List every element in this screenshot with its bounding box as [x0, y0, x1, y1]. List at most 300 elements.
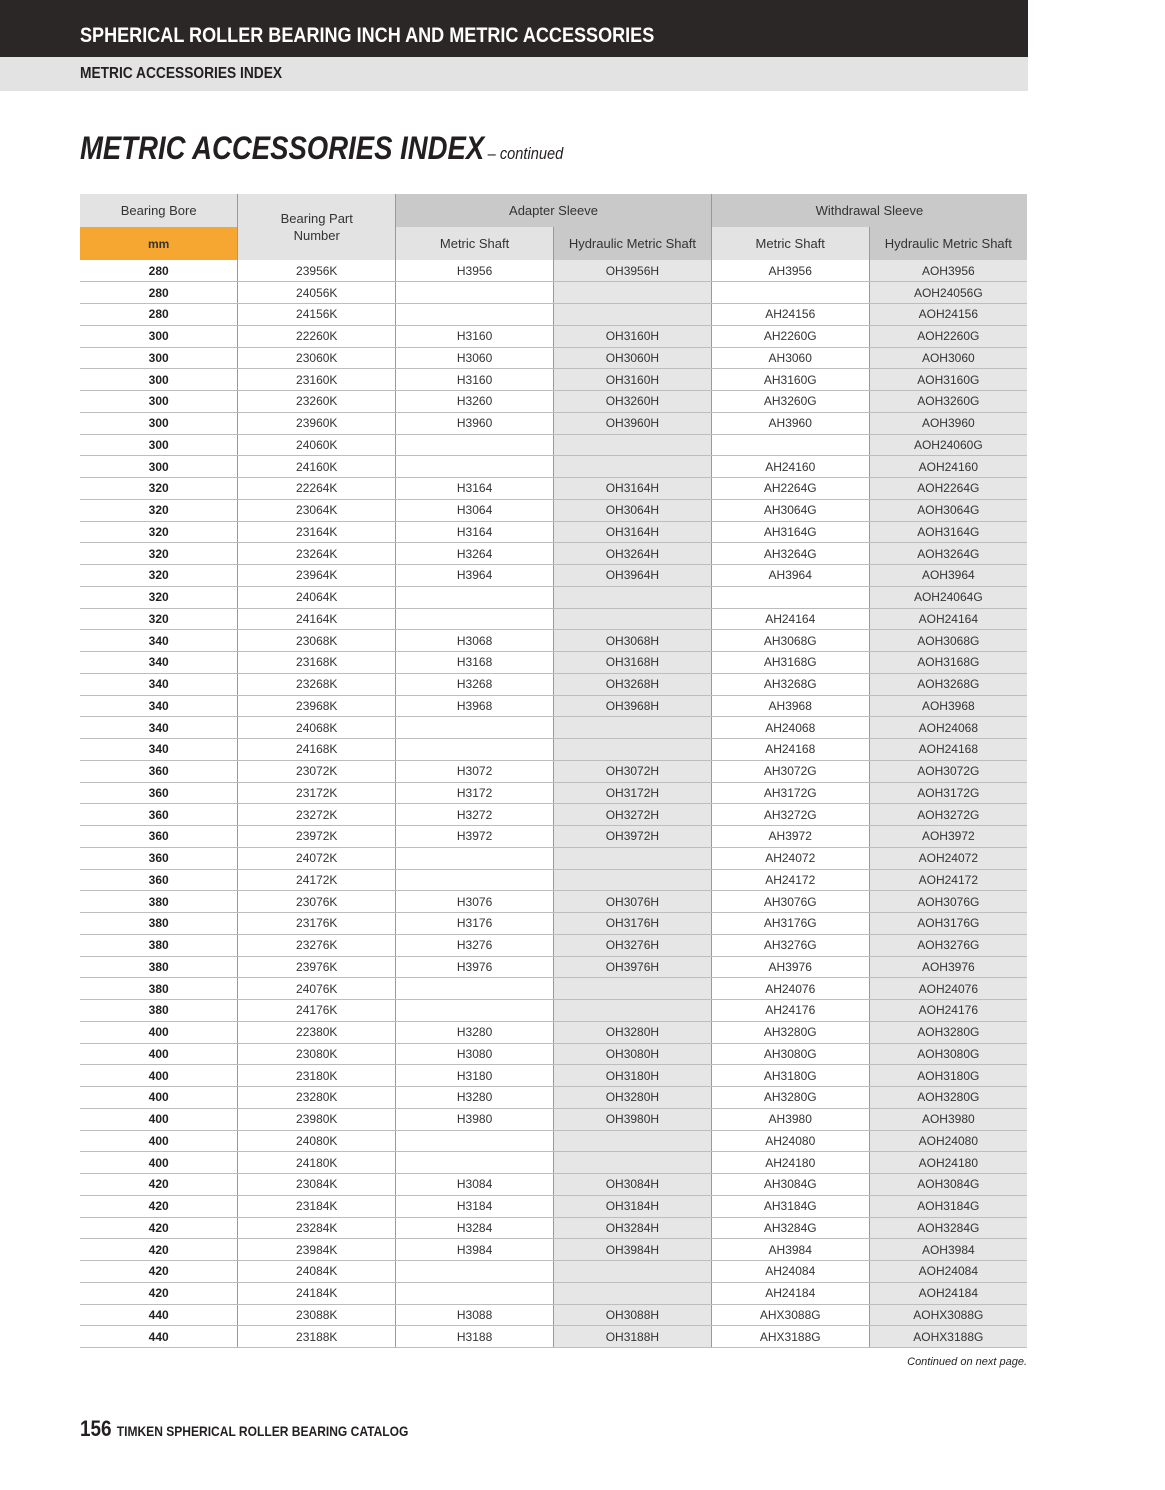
cell-bearing-bore: 300 [80, 391, 238, 413]
cell-withdrawal-metric-shaft: AH24084 [711, 1261, 869, 1283]
header-unit-mm: mm [80, 227, 238, 260]
cell-part-number: 23164K [238, 521, 396, 543]
cell-adapter-hydraulic-shaft: OH3164H [553, 478, 711, 500]
cell-withdrawal-metric-shaft: AH24172 [711, 869, 869, 891]
cell-adapter-metric-shaft: H3160 [396, 369, 554, 391]
cell-withdrawal-metric-shaft: AH3964 [711, 565, 869, 587]
cell-adapter-hydraulic-shaft [553, 1152, 711, 1174]
cell-withdrawal-hydraulic-shaft: AOH24180 [869, 1152, 1027, 1174]
page-title-main: METRIC ACCESSORIES INDEX [80, 130, 485, 166]
cell-withdrawal-metric-shaft [711, 282, 869, 304]
cell-withdrawal-hydraulic-shaft: AOH3276G [869, 934, 1027, 956]
cell-withdrawal-metric-shaft: AH3960 [711, 412, 869, 434]
cell-adapter-metric-shaft: H3060 [396, 347, 554, 369]
cell-adapter-hydraulic-shaft: OH3176H [553, 913, 711, 935]
cell-adapter-metric-shaft: H3172 [396, 782, 554, 804]
cell-adapter-hydraulic-shaft: OH3168H [553, 652, 711, 674]
cell-adapter-hydraulic-shaft [553, 717, 711, 739]
cell-adapter-hydraulic-shaft: OH3976H [553, 956, 711, 978]
cell-part-number: 22380K [238, 1021, 396, 1043]
cell-withdrawal-hydraulic-shaft: AOH3984 [869, 1239, 1027, 1261]
cell-withdrawal-metric-shaft: AH24176 [711, 1000, 869, 1022]
table-row [80, 782, 1027, 804]
cell-part-number: 23960K [238, 412, 396, 434]
cell-part-number: 22260K [238, 325, 396, 347]
table-row [80, 695, 1027, 717]
cell-adapter-metric-shaft [396, 1261, 554, 1283]
cell-withdrawal-hydraulic-shaft: AOH3976 [869, 956, 1027, 978]
cell-part-number: 23168K [238, 652, 396, 674]
cell-bearing-bore: 300 [80, 347, 238, 369]
cell-bearing-bore: 440 [80, 1304, 238, 1326]
table-row [80, 304, 1027, 326]
cell-part-number: 23064K [238, 499, 396, 521]
cell-part-number: 23088K [238, 1304, 396, 1326]
cell-adapter-hydraulic-shaft: OH3284H [553, 1217, 711, 1239]
table-row [80, 325, 1027, 347]
cell-adapter-hydraulic-shaft: OH3964H [553, 565, 711, 587]
cell-withdrawal-hydraulic-shaft: AOH3184G [869, 1195, 1027, 1217]
cell-withdrawal-metric-shaft: AH24080 [711, 1130, 869, 1152]
cell-adapter-hydraulic-shaft: OH3084H [553, 1174, 711, 1196]
cell-bearing-bore: 340 [80, 695, 238, 717]
cell-adapter-metric-shaft: H3184 [396, 1195, 554, 1217]
cell-withdrawal-hydraulic-shaft: AOH24080 [869, 1130, 1027, 1152]
cell-withdrawal-metric-shaft: AH3076G [711, 891, 869, 913]
cell-withdrawal-metric-shaft: AH24184 [711, 1282, 869, 1304]
cell-bearing-bore: 280 [80, 260, 238, 282]
cell-withdrawal-hydraulic-shaft: AOH24164 [869, 608, 1027, 630]
cell-withdrawal-hydraulic-shaft: AOH3284G [869, 1217, 1027, 1239]
cell-bearing-bore: 320 [80, 521, 238, 543]
cell-part-number: 23084K [238, 1174, 396, 1196]
cell-withdrawal-hydraulic-shaft: AOH3076G [869, 891, 1027, 913]
cell-withdrawal-metric-shaft: AH24168 [711, 739, 869, 761]
cell-adapter-metric-shaft [396, 434, 554, 456]
cell-bearing-bore: 420 [80, 1282, 238, 1304]
cell-withdrawal-hydraulic-shaft: AOH24060G [869, 434, 1027, 456]
cell-adapter-metric-shaft: H3276 [396, 934, 554, 956]
cell-withdrawal-hydraulic-shaft: AOH3164G [869, 521, 1027, 543]
cell-adapter-metric-shaft: H3956 [396, 260, 554, 282]
cell-adapter-hydraulic-shaft: OH3064H [553, 499, 711, 521]
cell-part-number: 24172K [238, 869, 396, 891]
cell-adapter-hydraulic-shaft: OH3068H [553, 630, 711, 652]
header-adapter-hydraulic-shaft: Hydraulic Metric Shaft [553, 227, 711, 260]
cell-bearing-bore: 420 [80, 1174, 238, 1196]
cell-adapter-metric-shaft [396, 1152, 554, 1174]
cell-bearing-bore: 280 [80, 304, 238, 326]
table-row [80, 608, 1027, 630]
cell-adapter-hydraulic-shaft [553, 978, 711, 1000]
cell-bearing-bore: 300 [80, 412, 238, 434]
cell-withdrawal-metric-shaft: AH3260G [711, 391, 869, 413]
table-row [80, 717, 1027, 739]
table-row [80, 347, 1027, 369]
cell-withdrawal-hydraulic-shaft: AOH3264G [869, 543, 1027, 565]
cell-adapter-metric-shaft [396, 282, 554, 304]
cell-adapter-hydraulic-shaft: OH3088H [553, 1304, 711, 1326]
cell-adapter-metric-shaft: H3960 [396, 412, 554, 434]
page-title-suffix: – continued [487, 144, 564, 163]
table-row [80, 1000, 1027, 1022]
table-row [80, 978, 1027, 1000]
cell-adapter-hydraulic-shaft: OH3260H [553, 391, 711, 413]
cell-adapter-hydraulic-shaft: OH3272H [553, 804, 711, 826]
cell-part-number: 23184K [238, 1195, 396, 1217]
accessories-table [80, 194, 1027, 1348]
cell-withdrawal-hydraulic-shaft: AOH3956 [869, 260, 1027, 282]
cell-withdrawal-metric-shaft: AH3176G [711, 913, 869, 935]
table-row [80, 804, 1027, 826]
cell-bearing-bore: 340 [80, 652, 238, 674]
cell-part-number: 23068K [238, 630, 396, 652]
page-footer [80, 1416, 408, 1442]
cell-part-number: 23264K [238, 543, 396, 565]
cell-withdrawal-hydraulic-shaft: AOH24056G [869, 282, 1027, 304]
table-row [80, 739, 1027, 761]
cell-adapter-metric-shaft: H3080 [396, 1043, 554, 1065]
cell-withdrawal-hydraulic-shaft: AOH3964 [869, 565, 1027, 587]
cell-adapter-metric-shaft [396, 586, 554, 608]
cell-withdrawal-metric-shaft: AH3980 [711, 1108, 869, 1130]
cell-bearing-bore: 320 [80, 608, 238, 630]
cell-part-number: 24084K [238, 1261, 396, 1283]
table-row [80, 1174, 1027, 1196]
cell-adapter-hydraulic-shaft: OH3280H [553, 1087, 711, 1109]
cell-bearing-bore: 420 [80, 1195, 238, 1217]
cell-bearing-bore: 400 [80, 1152, 238, 1174]
cell-bearing-bore: 400 [80, 1108, 238, 1130]
cell-part-number: 23188K [238, 1326, 396, 1348]
cell-withdrawal-metric-shaft: AH24160 [711, 456, 869, 478]
section-title: SPHERICAL ROLLER BEARING INCH AND METRIC ACCESSORIES [80, 24, 655, 47]
cell-bearing-bore: 420 [80, 1239, 238, 1261]
cell-adapter-metric-shaft [396, 456, 554, 478]
cell-withdrawal-hydraulic-shaft: AOH24156 [869, 304, 1027, 326]
cell-bearing-bore: 320 [80, 586, 238, 608]
cell-adapter-metric-shaft [396, 304, 554, 326]
cell-withdrawal-hydraulic-shaft: AOH3072G [869, 760, 1027, 782]
cell-withdrawal-hydraulic-shaft: AOH3180G [869, 1065, 1027, 1087]
cell-withdrawal-hydraulic-shaft: AOH24176 [869, 1000, 1027, 1022]
cell-adapter-hydraulic-shaft: OH3956H [553, 260, 711, 282]
cell-withdrawal-metric-shaft: AH3968 [711, 695, 869, 717]
cell-bearing-bore: 320 [80, 478, 238, 500]
cell-withdrawal-metric-shaft: AH24164 [711, 608, 869, 630]
cell-part-number: 24180K [238, 1152, 396, 1174]
cell-withdrawal-metric-shaft: AH24076 [711, 978, 869, 1000]
cell-adapter-metric-shaft: H3088 [396, 1304, 554, 1326]
cell-adapter-hydraulic-shaft: OH3060H [553, 347, 711, 369]
cell-bearing-bore: 340 [80, 717, 238, 739]
cell-adapter-metric-shaft [396, 717, 554, 739]
cell-part-number: 23984K [238, 1239, 396, 1261]
cell-withdrawal-hydraulic-shaft: AOHX3188G [869, 1326, 1027, 1348]
cell-bearing-bore: 400 [80, 1043, 238, 1065]
table-row [80, 521, 1027, 543]
subsection-bar [0, 57, 1028, 91]
cell-bearing-bore: 400 [80, 1087, 238, 1109]
cell-withdrawal-hydraulic-shaft: AOH24160 [869, 456, 1027, 478]
cell-withdrawal-metric-shaft: AH3080G [711, 1043, 869, 1065]
table-row [80, 847, 1027, 869]
header-adapter-metric-shaft: Metric Shaft [396, 227, 554, 260]
table-row [80, 652, 1027, 674]
cell-withdrawal-hydraulic-shaft: AOH3280G [869, 1087, 1027, 1109]
cell-withdrawal-hydraulic-shaft: AOH3060 [869, 347, 1027, 369]
cell-part-number: 23276K [238, 934, 396, 956]
cell-adapter-metric-shaft: H3076 [396, 891, 554, 913]
cell-adapter-metric-shaft: H3264 [396, 543, 554, 565]
cell-adapter-metric-shaft: H3164 [396, 521, 554, 543]
cell-part-number: 24164K [238, 608, 396, 630]
cell-withdrawal-hydraulic-shaft: AOH24076 [869, 978, 1027, 1000]
cell-adapter-hydraulic-shaft: OH3160H [553, 325, 711, 347]
cell-bearing-bore: 300 [80, 325, 238, 347]
cell-withdrawal-metric-shaft: AH3972 [711, 826, 869, 848]
cell-adapter-hydraulic-shaft [553, 304, 711, 326]
table-row [80, 1065, 1027, 1087]
cell-withdrawal-hydraulic-shaft: AOH2260G [869, 325, 1027, 347]
table-row [80, 391, 1027, 413]
cell-withdrawal-hydraulic-shaft: AOH3980 [869, 1108, 1027, 1130]
table-row [80, 565, 1027, 587]
cell-adapter-hydraulic-shaft [553, 456, 711, 478]
table-row [80, 1043, 1027, 1065]
table-row [80, 891, 1027, 913]
cell-withdrawal-metric-shaft: AH24072 [711, 847, 869, 869]
cell-withdrawal-hydraulic-shaft: AOH24084 [869, 1261, 1027, 1283]
cell-bearing-bore: 360 [80, 847, 238, 869]
continued-note: Continued on next page. [907, 1356, 1027, 1368]
cell-bearing-bore: 320 [80, 499, 238, 521]
cell-bearing-bore: 380 [80, 1000, 238, 1022]
cell-bearing-bore: 360 [80, 826, 238, 848]
cell-bearing-bore: 400 [80, 1130, 238, 1152]
cell-withdrawal-hydraulic-shaft: AOH2264G [869, 478, 1027, 500]
cell-withdrawal-metric-shaft: AH24068 [711, 717, 869, 739]
cell-adapter-hydraulic-shaft [553, 739, 711, 761]
cell-adapter-hydraulic-shaft [553, 1261, 711, 1283]
cell-withdrawal-metric-shaft: AH3284G [711, 1217, 869, 1239]
cell-part-number: 23972K [238, 826, 396, 848]
cell-adapter-hydraulic-shaft [553, 282, 711, 304]
cell-adapter-metric-shaft: H3084 [396, 1174, 554, 1196]
cell-withdrawal-metric-shaft: AH3984 [711, 1239, 869, 1261]
cell-adapter-metric-shaft: H3068 [396, 630, 554, 652]
cell-withdrawal-metric-shaft: AH3276G [711, 934, 869, 956]
cell-withdrawal-hydraulic-shaft: AOH3260G [869, 391, 1027, 413]
cell-adapter-metric-shaft: H3980 [396, 1108, 554, 1130]
cell-adapter-hydraulic-shaft [553, 847, 711, 869]
cell-adapter-hydraulic-shaft: OH3164H [553, 521, 711, 543]
cell-adapter-metric-shaft: H3284 [396, 1217, 554, 1239]
cell-adapter-metric-shaft [396, 1282, 554, 1304]
cell-part-number: 23072K [238, 760, 396, 782]
cell-adapter-metric-shaft: H3176 [396, 913, 554, 935]
table-row [80, 1087, 1027, 1109]
cell-adapter-hydraulic-shaft: OH3968H [553, 695, 711, 717]
header-adapter-sleeve: Adapter Sleeve [396, 194, 712, 227]
cell-withdrawal-hydraulic-shaft: AOH3268G [869, 673, 1027, 695]
table-row [80, 1108, 1027, 1130]
cell-adapter-hydraulic-shaft: OH3160H [553, 369, 711, 391]
cell-bearing-bore: 420 [80, 1261, 238, 1283]
table-row [80, 760, 1027, 782]
header-withdrawal-hydraulic-shaft: Hydraulic Metric Shaft [869, 227, 1027, 260]
cell-adapter-metric-shaft: H3964 [396, 565, 554, 587]
cell-bearing-bore: 320 [80, 543, 238, 565]
cell-withdrawal-metric-shaft: AH3160G [711, 369, 869, 391]
cell-adapter-hydraulic-shaft: OH3180H [553, 1065, 711, 1087]
cell-part-number: 23272K [238, 804, 396, 826]
table-row [80, 412, 1027, 434]
cell-part-number: 23976K [238, 956, 396, 978]
cell-adapter-metric-shaft [396, 1130, 554, 1152]
table-row [80, 1130, 1027, 1152]
cell-withdrawal-hydraulic-shaft: AOH3084G [869, 1174, 1027, 1196]
cell-withdrawal-metric-shaft: AH3184G [711, 1195, 869, 1217]
cell-withdrawal-hydraulic-shaft: AOH24168 [869, 739, 1027, 761]
cell-bearing-bore: 280 [80, 282, 238, 304]
cell-withdrawal-hydraulic-shaft: AOH24064G [869, 586, 1027, 608]
cell-withdrawal-hydraulic-shaft: AOH3272G [869, 804, 1027, 826]
cell-withdrawal-metric-shaft: AH3168G [711, 652, 869, 674]
cell-withdrawal-metric-shaft: AH3064G [711, 499, 869, 521]
cell-part-number: 24176K [238, 1000, 396, 1022]
cell-adapter-metric-shaft [396, 608, 554, 630]
cell-part-number: 24160K [238, 456, 396, 478]
cell-withdrawal-metric-shaft [711, 586, 869, 608]
cell-bearing-bore: 380 [80, 891, 238, 913]
cell-adapter-hydraulic-shaft: OH3184H [553, 1195, 711, 1217]
cell-part-number: 23268K [238, 673, 396, 695]
cell-part-number: 23280K [238, 1087, 396, 1109]
table-row [80, 1152, 1027, 1174]
cell-part-number: 23968K [238, 695, 396, 717]
cell-adapter-metric-shaft: H3160 [396, 325, 554, 347]
cell-adapter-hydraulic-shaft: OH3276H [553, 934, 711, 956]
cell-part-number: 24068K [238, 717, 396, 739]
cell-adapter-metric-shaft [396, 978, 554, 1000]
page-number: 156 [80, 1416, 112, 1441]
cell-withdrawal-hydraulic-shaft: AOH24184 [869, 1282, 1027, 1304]
cell-bearing-bore: 340 [80, 739, 238, 761]
cell-withdrawal-metric-shaft: AH24180 [711, 1152, 869, 1174]
page-title [80, 130, 563, 167]
cell-adapter-hydraulic-shaft: OH3268H [553, 673, 711, 695]
cell-adapter-metric-shaft: H3164 [396, 478, 554, 500]
cell-withdrawal-metric-shaft: AH3272G [711, 804, 869, 826]
cell-part-number: 23172K [238, 782, 396, 804]
cell-adapter-metric-shaft [396, 1000, 554, 1022]
cell-adapter-hydraulic-shaft: OH3984H [553, 1239, 711, 1261]
cell-part-number: 23176K [238, 913, 396, 935]
cell-withdrawal-hydraulic-shaft: AOH3168G [869, 652, 1027, 674]
cell-withdrawal-hydraulic-shaft: AOH3176G [869, 913, 1027, 935]
cell-adapter-metric-shaft: H3188 [396, 1326, 554, 1348]
cell-withdrawal-metric-shaft: AH3976 [711, 956, 869, 978]
cell-withdrawal-metric-shaft: AH3280G [711, 1087, 869, 1109]
cell-part-number: 24156K [238, 304, 396, 326]
cell-adapter-hydraulic-shaft: OH3264H [553, 543, 711, 565]
cell-part-number: 24072K [238, 847, 396, 869]
header-bearing-bore: Bearing Bore [80, 194, 238, 227]
cell-adapter-metric-shaft: H3268 [396, 673, 554, 695]
cell-bearing-bore: 320 [80, 565, 238, 587]
cell-part-number: 23060K [238, 347, 396, 369]
cell-part-number: 23260K [238, 391, 396, 413]
cell-withdrawal-metric-shaft: AH3264G [711, 543, 869, 565]
cell-part-number: 24076K [238, 978, 396, 1000]
cell-adapter-metric-shaft: H3280 [396, 1021, 554, 1043]
table-row [80, 673, 1027, 695]
cell-withdrawal-hydraulic-shaft: AOH3068G [869, 630, 1027, 652]
header-withdrawal-sleeve: Withdrawal Sleeve [711, 194, 1027, 227]
cell-withdrawal-metric-shaft: AH3280G [711, 1021, 869, 1043]
cell-adapter-metric-shaft: H3984 [396, 1239, 554, 1261]
cell-bearing-bore: 400 [80, 1021, 238, 1043]
cell-withdrawal-hydraulic-shaft: AOH3160G [869, 369, 1027, 391]
cell-adapter-metric-shaft: H3260 [396, 391, 554, 413]
table-row [80, 543, 1027, 565]
cell-adapter-metric-shaft: H3968 [396, 695, 554, 717]
cell-bearing-bore: 340 [80, 630, 238, 652]
cell-part-number: 23160K [238, 369, 396, 391]
table-row [80, 826, 1027, 848]
cell-withdrawal-metric-shaft: AH3072G [711, 760, 869, 782]
cell-part-number: 23080K [238, 1043, 396, 1065]
cell-bearing-bore: 400 [80, 1065, 238, 1087]
cell-withdrawal-metric-shaft: AH2260G [711, 325, 869, 347]
cell-adapter-hydraulic-shaft [553, 608, 711, 630]
cell-bearing-bore: 300 [80, 369, 238, 391]
cell-part-number: 23180K [238, 1065, 396, 1087]
table-row [80, 1217, 1027, 1239]
table-row [80, 478, 1027, 500]
table-row [80, 1195, 1027, 1217]
catalog-name: TIMKEN SPHERICAL ROLLER BEARING CATALOG [116, 1423, 409, 1439]
cell-withdrawal-metric-shaft: AH3068G [711, 630, 869, 652]
cell-bearing-bore: 380 [80, 956, 238, 978]
cell-adapter-hydraulic-shaft [553, 1130, 711, 1152]
cell-withdrawal-metric-shaft: AH2264G [711, 478, 869, 500]
cell-adapter-metric-shaft: H3064 [396, 499, 554, 521]
cell-adapter-metric-shaft: H3180 [396, 1065, 554, 1087]
cell-withdrawal-metric-shaft: AH3268G [711, 673, 869, 695]
cell-bearing-bore: 420 [80, 1217, 238, 1239]
table-row [80, 1021, 1027, 1043]
cell-part-number: 23956K [238, 260, 396, 282]
cell-part-number: 23964K [238, 565, 396, 587]
cell-part-number: 24056K [238, 282, 396, 304]
cell-withdrawal-metric-shaft: AH3060 [711, 347, 869, 369]
cell-withdrawal-metric-shaft: AH3180G [711, 1065, 869, 1087]
table-row [80, 456, 1027, 478]
cell-adapter-metric-shaft: H3072 [396, 760, 554, 782]
cell-withdrawal-hydraulic-shaft: AOH3968 [869, 695, 1027, 717]
cell-part-number: 23980K [238, 1108, 396, 1130]
cell-withdrawal-hydraulic-shaft: AOH24172 [869, 869, 1027, 891]
table-row [80, 869, 1027, 891]
cell-adapter-hydraulic-shaft: OH3080H [553, 1043, 711, 1065]
cell-part-number: 24060K [238, 434, 396, 456]
subsection-title: METRIC ACCESSORIES INDEX [80, 65, 283, 82]
cell-adapter-metric-shaft [396, 847, 554, 869]
header-withdrawal-metric-shaft: Metric Shaft [711, 227, 869, 260]
cell-adapter-metric-shaft [396, 869, 554, 891]
